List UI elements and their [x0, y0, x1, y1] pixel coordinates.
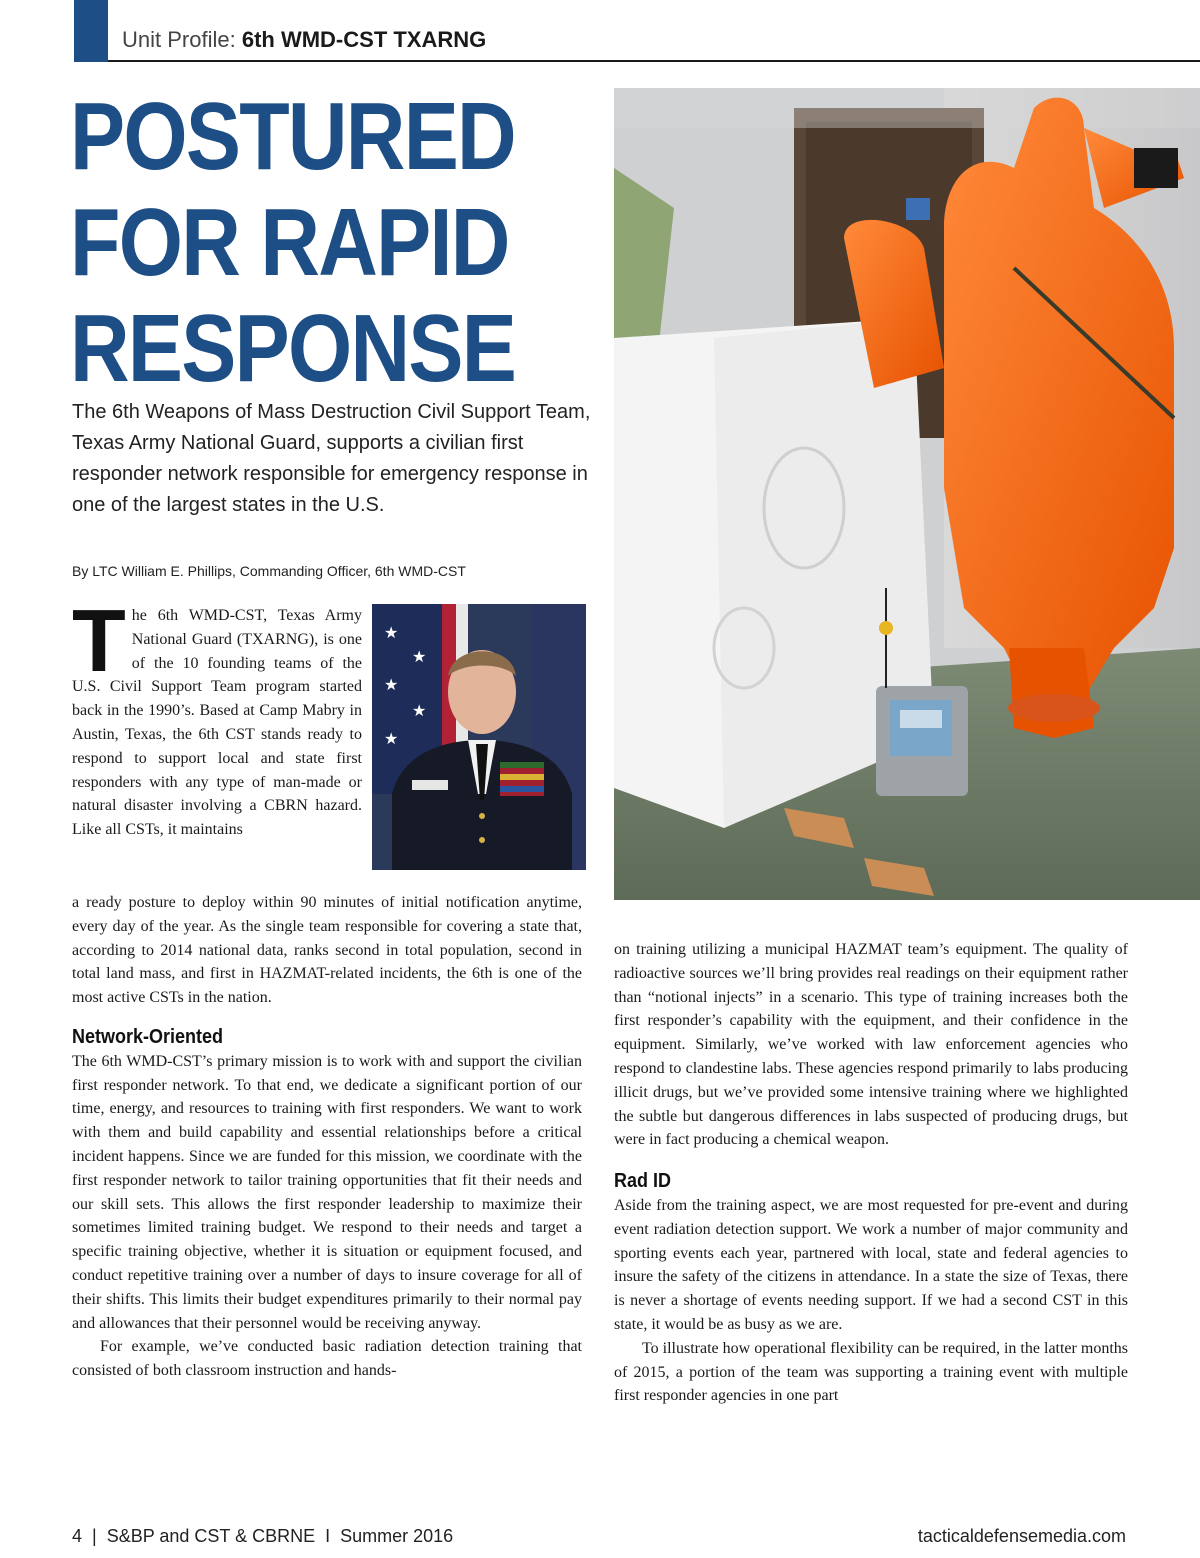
footer-page-info: 4 | S&BP and CST & CBRNE I Summer 2016: [72, 1526, 454, 1546]
headline-line-1: POSTURED: [70, 83, 515, 190]
paragraph-example: For example, we’ve conducted basic radiation detection training that consisted of both classroom instruction and hands-: [72, 1338, 582, 1380]
intro-text-wrapped: he 6th WMD-CST, Texas Army National Guard (TXARNG), is one of the 10 founding teams of the U.S. Civil Support Team program started back in the 1990’s. Based at Camp Mabry in Austin, Texas, the 6th CST stands ready to respond to support local and state first responders with any type of man-made or natural disaster involving a CBRN hazard. Like all CSTs, it maintains: [72, 607, 362, 839]
author-portrait-graphic: [372, 604, 586, 870]
svg-text:★: ★: [384, 731, 399, 748]
intro-paragraph: a ready posture to deploy within 90 minutes of initial notification anytime, every day of the year. As the single team responsible for covering a state that, according to 2014 national data, ranks second in total population, second in total land mass, and first in HAZMAT-related incidents, the 6th is one of the most active CSTs in the nation.: [72, 894, 582, 1007]
headline-line-3: RESPONSE: [70, 295, 516, 402]
headline-line-2: FOR RAPID: [70, 189, 509, 296]
section-label: Unit Profile:: [122, 27, 236, 52]
paragraph-operational-flexibility: To illustrate how operational flexibility can be required, in the latter months of 2015, a portion of the team was supporting a training event with multiple first responder agencies in one part: [614, 1339, 1128, 1405]
paragraph-network: The 6th WMD-CST’s primary mission is to work with and support the civilian first responder network. To that end, we dedicate a significant portion of our time, energy, and resources to training with first responders. We want to work with them and build capability and essential relationships before a critical incident happens. Since we are funded for this mission, we coordinate with the first responder network to tailor training opportunities that fit their needs and our skill sets. This allows the first responder leadership to maximize their sometimes limited training budget. We respond to their needs and target a specific training objective, whether it is situation or equipment focused, and conduct repetitive training over a number of days to insure coverage for all of their shifts. This limits their budget expenditures primarily to their normal pay and allowances that their personnel would be receiving anyway.: [72, 1052, 582, 1332]
left-column: [72, 891, 582, 1383]
byline: By LTC William E. Phillips, Commanding Officer, 6th WMD-CST: [72, 563, 466, 579]
hazmat-photo: [614, 88, 1200, 900]
deck: The 6th Weapons of Mass Destruction Civil Support Team, Texas Army National Guard, supports a civilian first responder network responsible for emergency response in one of the largest states in the U.S.: [72, 401, 591, 516]
footer-website: tacticaldefensemedia.com: [917, 1526, 1126, 1546]
subheading-rad-id: Rad ID: [614, 1170, 672, 1193]
paragraph-example-continued: on training utilizing a municipal HAZMAT team’s equipment. The quality of radioactive sources we’ll bring provides real readings on their equipment rather than “notional injects” in a scenario. This type of training increases both the first responder’s capability with the equipment, and their confidence in the equipment. Similarly, we’ve worked with law enforcement agencies who respond to clandestine labs. These agencies respond primarily to labs producing illicit drugs, but we’ve provided some intensive training where we highlighted the subtle but dangerous differences in labs suspected of producing drugs, but were in fact producing a chemical weapon.: [614, 941, 1128, 1149]
svg-text:★: ★: [384, 677, 399, 694]
svg-text:★: ★: [384, 625, 399, 642]
drop-cap: T: [72, 591, 126, 690]
svg-text:★: ★: [412, 649, 427, 666]
headline: [70, 84, 517, 402]
paragraph-rad-id: Aside from the training aspect, we are most requested for pre-event and during event radiation detection support. We work a number of major community and sporting events each year, partnered with local, state and federal agencies to insure the safety of the citizens in attendance. In a state the size of Texas, there is never a shortage of events needing support. If we had a second CST in this state, it would be as busy as we are.: [614, 1196, 1128, 1333]
author-portrait: [372, 604, 586, 870]
hazmat-photo-graphic: [614, 88, 1200, 900]
header-accent-bar: [74, 0, 108, 62]
svg-text:★: ★: [412, 703, 427, 720]
unit-name: 6th WMD-CST TXARNG: [241, 27, 487, 52]
subheading-network-oriented: Network-Oriented: [72, 1025, 224, 1048]
article-intro-wrapped: [72, 591, 362, 842]
section-header: [122, 27, 486, 53]
right-column: [614, 938, 1128, 1408]
header-rule: [108, 60, 1200, 62]
